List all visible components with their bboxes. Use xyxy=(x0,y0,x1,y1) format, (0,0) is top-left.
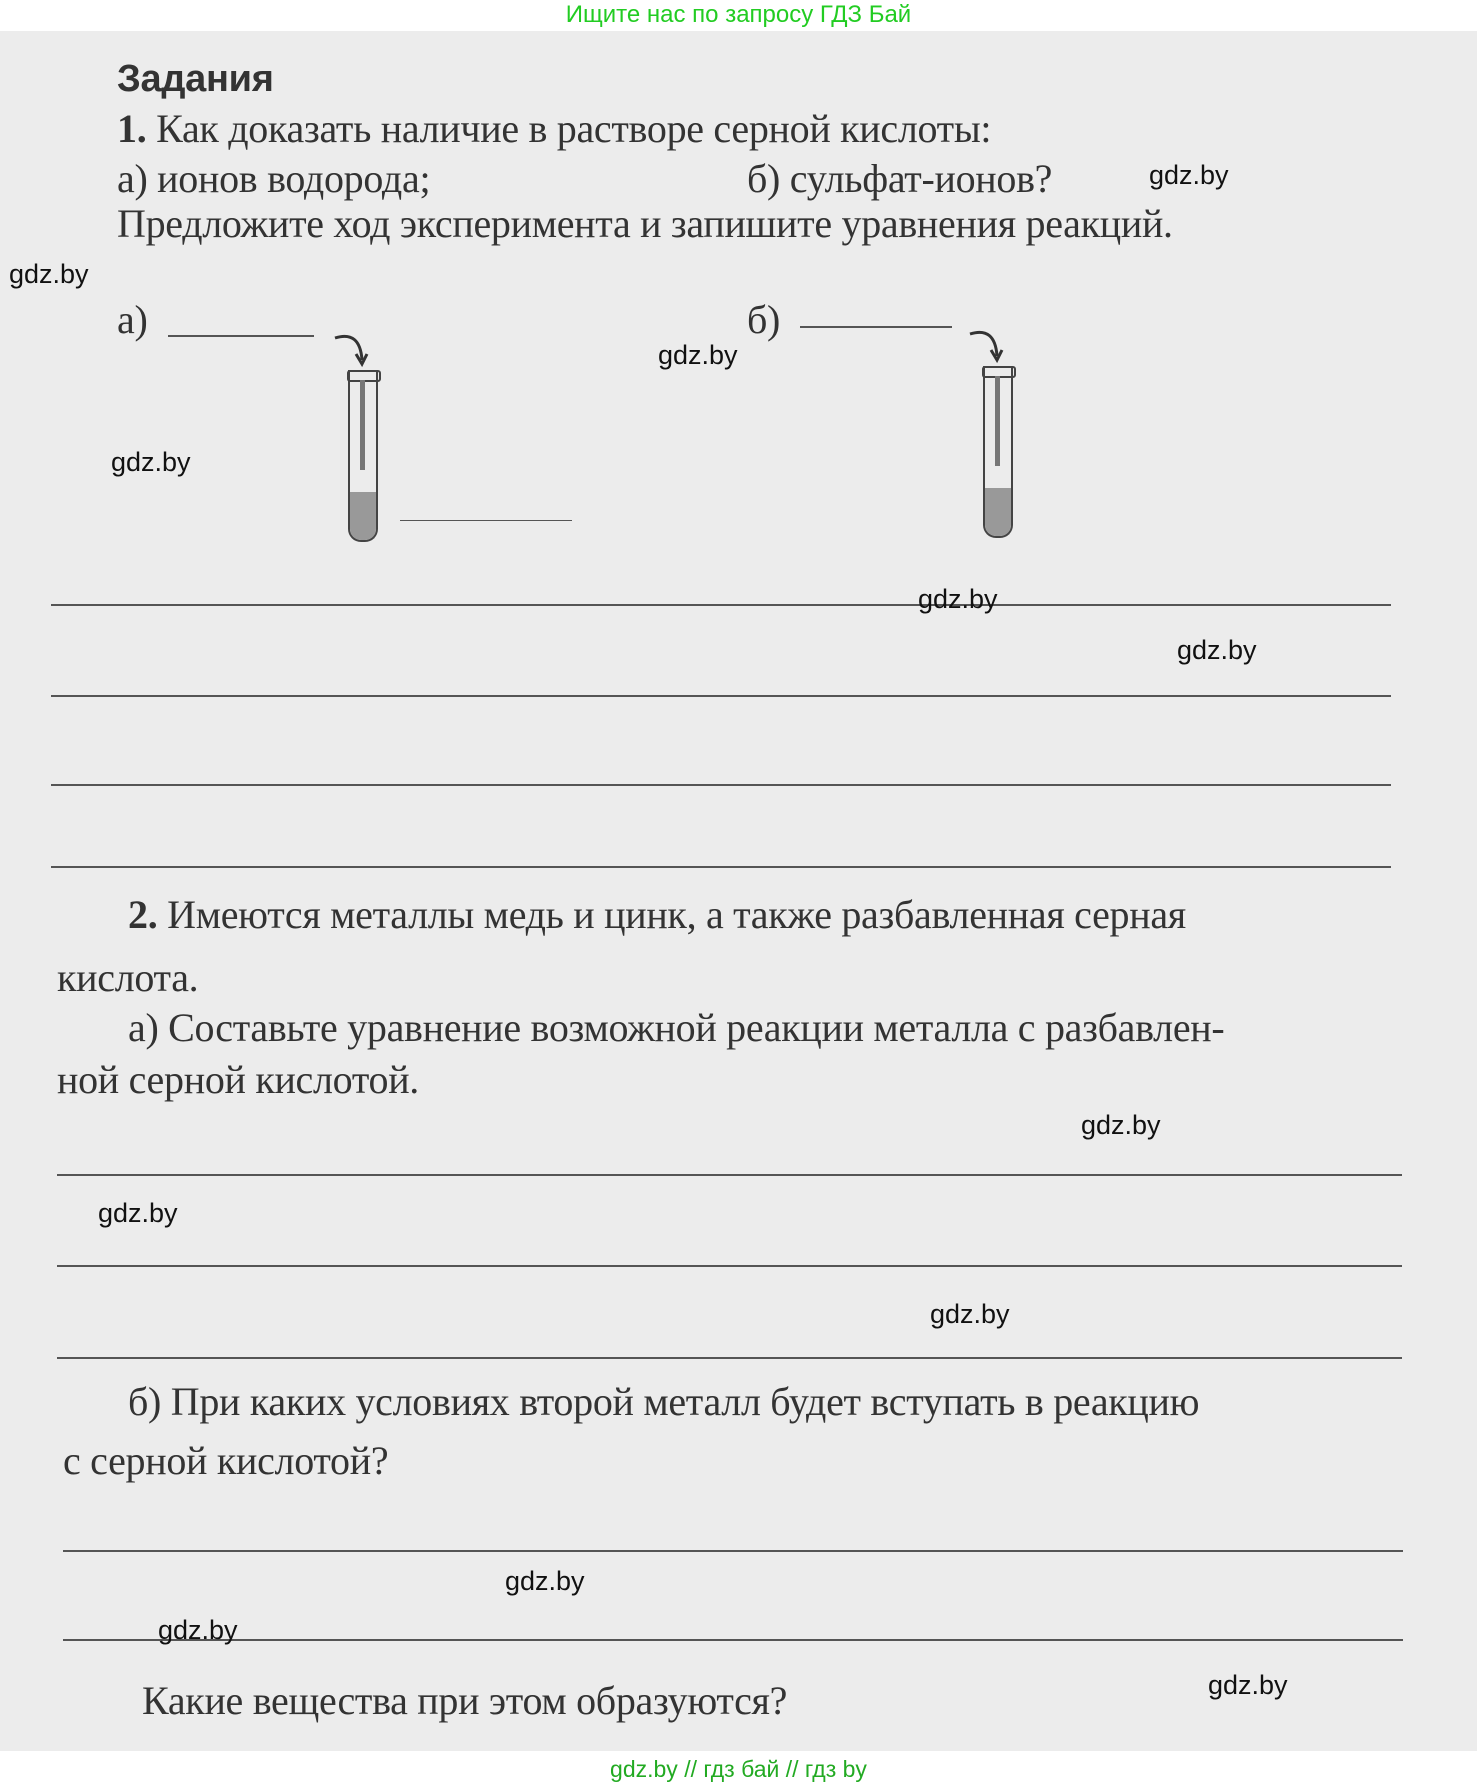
watermark: gdz.by xyxy=(1081,1110,1161,1140)
watermark: gdz.by xyxy=(1177,635,1257,665)
task2-part-a-line1: а) Составьте уравнение возможной реакции металла с разбавлен- xyxy=(128,1005,1225,1050)
test-tube-b xyxy=(983,366,1013,538)
section-title: Задания xyxy=(117,58,274,100)
task1-question xyxy=(117,106,991,152)
dropper-arrow-icon xyxy=(965,326,1025,366)
task1-question-text: Как доказать наличие в растворе серной кислоты: xyxy=(156,106,992,151)
search-banner: Ищите нас по запросу ГДЗ Бай xyxy=(565,1,912,28)
task1-number: 1. xyxy=(117,106,147,151)
task2-number: 2. xyxy=(128,892,158,937)
watermark: gdz.by xyxy=(111,447,191,477)
task2-part-a-line2: ной серной кислотой. xyxy=(57,1057,420,1102)
test-tube-a xyxy=(348,370,378,542)
divider xyxy=(400,520,572,521)
answer-line[interactable] xyxy=(51,784,1391,786)
answer-line[interactable] xyxy=(57,1174,1402,1176)
answer-line[interactable] xyxy=(800,326,952,328)
watermark: gdz.by xyxy=(9,259,89,289)
task2-products-question: Какие вещества при этом образуются? xyxy=(142,1678,788,1723)
task2-part-b-line2: с серной кислотой? xyxy=(63,1438,389,1483)
answer-line[interactable] xyxy=(51,695,1391,697)
task2-intro-line2: кислота. xyxy=(57,955,199,1000)
watermark: gdz.by xyxy=(1208,1670,1288,1700)
answer-line[interactable] xyxy=(57,1357,1402,1359)
task2-intro-line1: Имеются металлы медь и цинк, а также разбавленная серная xyxy=(167,892,1186,937)
watermark: gdz.by xyxy=(658,340,738,370)
task1-instruction: Предложите ход эксперимента и запишите уравнения реакций. xyxy=(117,201,1173,246)
answer-line[interactable] xyxy=(51,866,1391,868)
answer-line[interactable] xyxy=(51,604,1391,606)
answer-line[interactable] xyxy=(57,1265,1402,1267)
watermark: gdz.by xyxy=(1149,160,1229,190)
task1-label-a: а) xyxy=(117,297,148,342)
footer: gdz.by // гдз бай // гдз by xyxy=(0,1751,1477,1789)
watermark: gdz.by xyxy=(98,1198,178,1228)
watermark: gdz.by xyxy=(158,1615,238,1645)
answer-line[interactable] xyxy=(63,1639,1403,1641)
task1-label-b: б) xyxy=(747,297,781,342)
watermark: gdz.by xyxy=(505,1566,585,1596)
answer-line[interactable] xyxy=(168,335,314,337)
workbook-page xyxy=(0,31,1477,1751)
task1-part-b: б) сульфат-ионов? xyxy=(747,156,1053,201)
task2-part-b-line1: б) При каких условиях второй металл будет вступать в реакцию xyxy=(128,1379,1200,1424)
dropper-arrow-icon xyxy=(330,330,390,370)
watermark: gdz.by xyxy=(918,584,998,614)
task1-part-a: а) ионов водорода; xyxy=(117,156,431,201)
watermark: gdz.by xyxy=(930,1299,1010,1329)
task2-intro xyxy=(128,892,1186,938)
answer-line[interactable] xyxy=(63,1550,1403,1552)
